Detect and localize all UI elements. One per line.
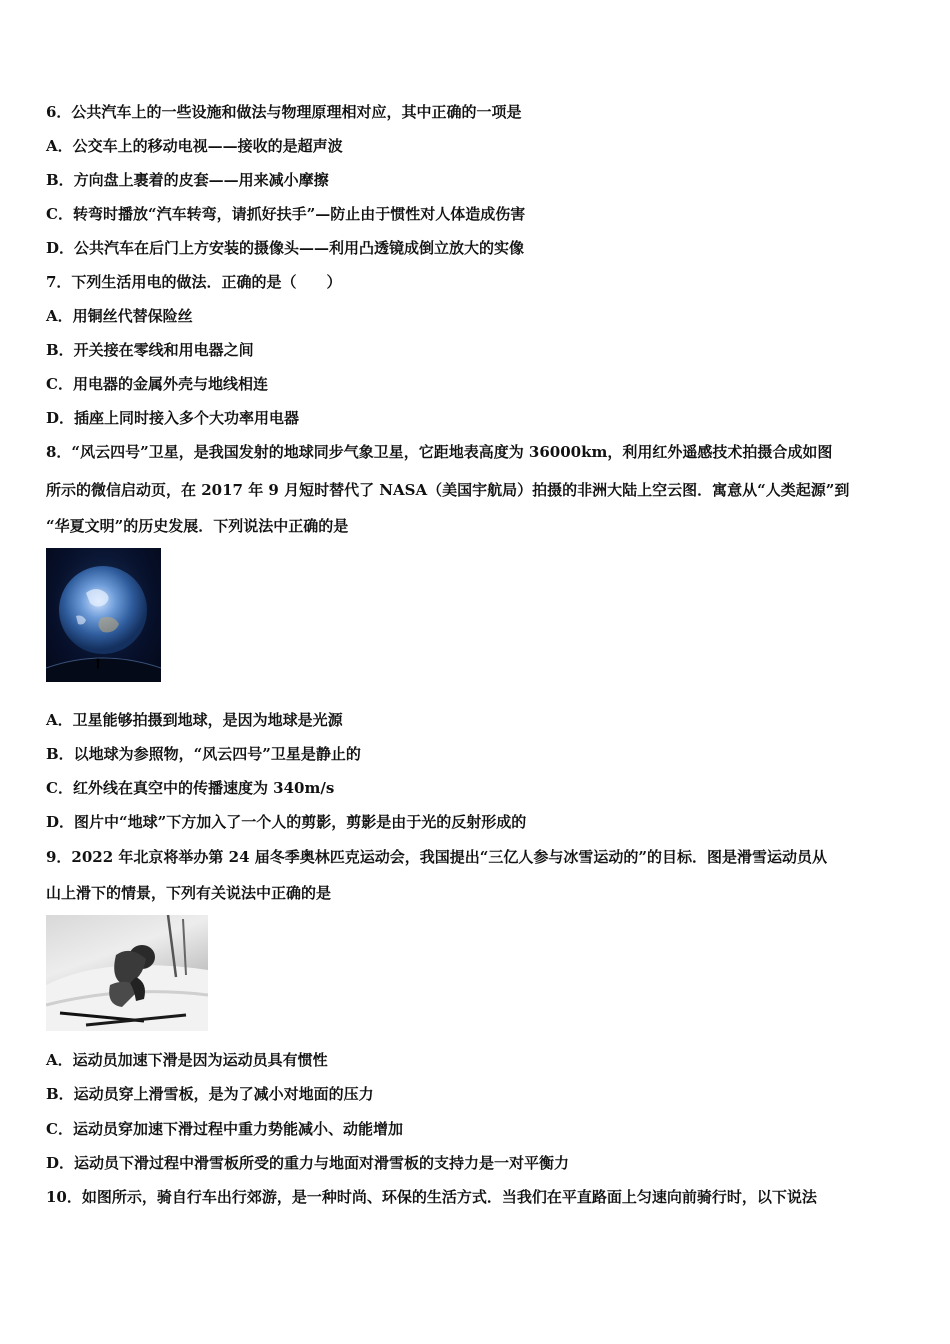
q9-stem-line-2: 山上滑下的情景，下列有关说法中正确的是	[46, 884, 332, 902]
q8-stem-line-2: 所示的微信启动页，在 2017 年 9 月短时替代了 NASA（美国宇航局）拍摄的非洲大陆上空云图．寓意从“人类起源”到	[46, 481, 850, 499]
earth-image	[46, 548, 161, 682]
q8-option-a: A．卫星能够拍摄到地球，是因为地球是光源	[46, 711, 343, 729]
q9-option-c: C．运动员穿加速下滑过程中重力势能减小、动能增加	[46, 1120, 403, 1138]
q9-stem-line-1: 9．2022 年北京将举办第 24 届冬季奥林匹克运动会，我国提出“三亿人参与冰雪运动的”的目标．图是滑雪运动员从	[46, 848, 827, 866]
q6-option-a: A．公交车上的移动电视——接收的是超声波	[46, 137, 343, 155]
q8-option-b: B．以地球为参照物，“风云四号”卫星是静止的	[46, 745, 361, 763]
q8-option-c: C．红外线在真空中的传播速度为 340m/s	[46, 779, 335, 797]
q8-stem-line-1: 8．“风云四号”卫星，是我国发射的地球同步气象卫星，它距地表高度为 36000km，利用红外遥感技术拍摄合成如图	[46, 443, 833, 461]
q7-option-c: C．用电器的金属外壳与地线相连	[46, 375, 268, 393]
q6-option-d: D．公共汽车在后门上方安装的摄像头——利用凸透镜成倒立放大的实像	[46, 239, 525, 257]
q7-option-b: B．开关接在零线和用电器之间	[46, 341, 254, 359]
q8-option-d: D．图片中“地球”下方加入了一个人的剪影，剪影是由于光的反射形成的	[46, 813, 527, 831]
q9-option-d: D．运动员下滑过程中滑雪板所受的重力与地面对滑雪板的支持力是一对平衡力	[46, 1154, 570, 1172]
q6-option-c: C．转弯时播放“汽车转弯，请抓好扶手”—防止由于惯性对人体造成伤害	[46, 205, 526, 223]
q9-option-a: A．运动员加速下滑是因为运动员具有惯性	[46, 1051, 328, 1069]
q7-option-d: D．插座上同时接入多个大功率用电器	[46, 409, 300, 427]
q6-stem: 6．公共汽车上的一些设施和做法与物理原理相对应，其中正确的一项是	[46, 103, 522, 121]
q9-option-b: B．运动员穿上滑雪板，是为了减小对地面的压力	[46, 1085, 374, 1103]
q7-stem: 7．下列生活用电的做法．正确的是（ ）	[46, 273, 342, 291]
skier-illustration	[46, 915, 208, 1031]
q7-option-a: A．用铜丝代替保险丝	[46, 307, 193, 325]
skier-image	[46, 915, 208, 1031]
q10-stem: 10．如图所示，骑自行车出行郊游，是一种时尚、环保的生活方式．当我们在平直路面上匀速向前骑行时，以下说法	[46, 1188, 817, 1206]
q8-stem-line-3: “华夏文明”的历史发展．下列说法中正确的是	[46, 517, 349, 535]
q6-option-b: B．方向盘上裹着的皮套——用来减小摩擦	[46, 171, 329, 189]
earth-illustration	[46, 548, 161, 682]
